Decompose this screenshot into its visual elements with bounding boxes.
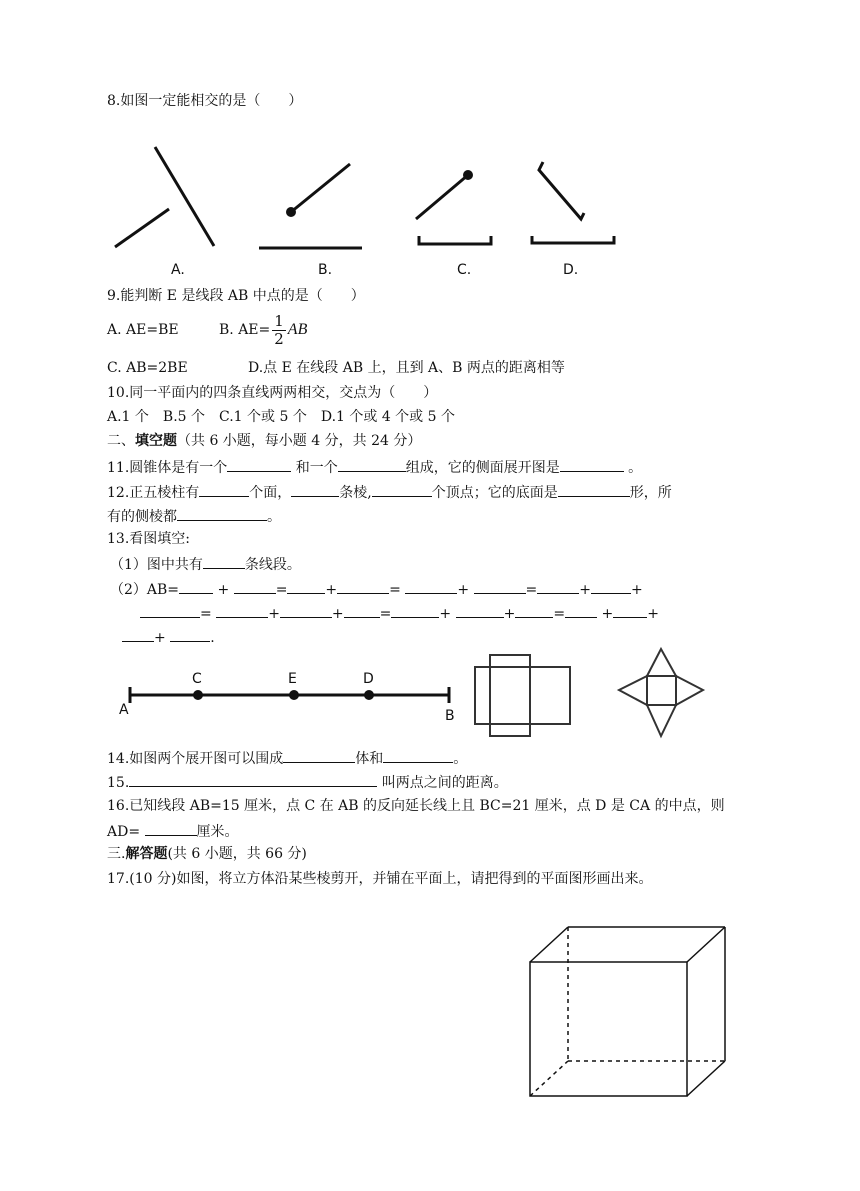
q11-text-1: 11.圆锥体是有一个 — [107, 460, 228, 476]
section3-title-pre: 三. — [107, 846, 126, 862]
q9-option-b-var: AB — [287, 321, 308, 338]
plus-sign: + — [457, 582, 470, 598]
q12-text-2: 个面， — [249, 485, 292, 501]
q14-text-2: 体和 — [355, 751, 384, 767]
cube-edge — [687, 1061, 725, 1096]
fraction-numerator: 1 — [274, 311, 284, 330]
q16-line-1: 16.已知线段 AB=15 厘米，点 C 在 AB 的反向延长线上且 BC=21 厘米，点 D 是 CA 的中点，则 — [107, 798, 725, 814]
section2-title-bold: 填空题 — [135, 433, 177, 449]
q17-stem: 17.(10 分)如图，将立方体沿某些棱剪开，并铺在平面上，请把得到的平面图形画出来。 — [107, 871, 653, 887]
q15-text-2: 叫两点之间的距离。 — [377, 775, 508, 791]
q8-option-b: B. — [318, 262, 333, 278]
q16-text-1: AD= — [107, 824, 145, 840]
label-c: C — [192, 671, 202, 687]
q13-stem: 13.看图填空: — [107, 531, 190, 547]
q13-sub1-text-2: 条线段。 — [244, 557, 301, 573]
equals-sign: = — [553, 606, 566, 622]
equals-sign: = — [525, 582, 538, 598]
plus-sign: + — [647, 606, 659, 622]
section2-title-post: （共 6 小题，每小题 4 分，共 24 分） — [177, 433, 422, 449]
q8-option-c: C. — [457, 262, 472, 278]
plus-sign: + — [631, 582, 643, 598]
q8-option-d: D. — [563, 262, 579, 278]
q11-text-3: 组成，它的侧面展开图是 — [405, 460, 560, 476]
cube-hidden-edges — [530, 927, 725, 1096]
section3-title-post: (共 6 小题，共 66 分) — [167, 846, 307, 862]
plus-sign: + — [331, 606, 344, 622]
label-e: E — [288, 671, 297, 687]
q11-text-4: 。 — [623, 460, 643, 476]
q8-stem: 8.如图一定能相交的是（ ） — [107, 93, 303, 109]
q16-text-2: 厘米。 — [196, 824, 239, 840]
label-d: D — [363, 671, 374, 687]
q8-option-a: A. — [171, 262, 185, 278]
plus-sign: + — [268, 606, 280, 622]
q12-text-6: 有的侧棱都 — [107, 509, 177, 525]
equals-sign: = — [275, 582, 288, 598]
plus-sign: + — [325, 582, 338, 598]
label-a: A — [119, 702, 129, 718]
q12-text-5: 形，所 — [629, 485, 672, 501]
section2-title-pre: 二、 — [107, 433, 135, 449]
plus-sign: + — [439, 606, 452, 622]
q9-option-a: A. AE=BE — [107, 322, 179, 338]
label-b: B — [445, 708, 455, 724]
q14-text-3: 。 — [453, 751, 468, 767]
q10-stem: 10.同一平面内的四条直线两两相交，交点为（ ） — [107, 385, 438, 401]
q13-sub2-prefix: （2）AB= — [110, 582, 180, 598]
cube-front-face — [530, 962, 687, 1096]
q12-text-1: 12.正五棱柱有 — [107, 485, 200, 501]
q9-option-d: D.点 E 在线段 AB 上，且到 A、B 两点的距离相等 — [248, 360, 565, 376]
q9-option-c: C. AB=2BE — [107, 360, 188, 376]
q12-text-3: 条棱, — [339, 485, 372, 501]
cube-edge — [687, 927, 725, 962]
equals-sign: = — [200, 606, 212, 622]
q10-options: A.1 个 B.5 个 C.1 个或 5 个 D.1 个或 4 个或 5 个 — [107, 409, 455, 425]
equals-sign: = — [379, 606, 392, 622]
period: . — [210, 630, 215, 646]
q9-option-b-prefix: B. AE= — [219, 322, 271, 338]
q13-sub1-text-1: （1）图中共有 — [110, 557, 203, 573]
plus-sign: + — [503, 606, 516, 622]
cube-edge — [530, 927, 568, 962]
q11-text-2: 和一个 — [291, 460, 338, 476]
q12-text-7: 。 — [267, 509, 281, 525]
q14-text-1: 14.如图两个展开图可以围成 — [107, 751, 284, 767]
plus-sign: + — [579, 582, 591, 598]
section3-title-bold: 解答题 — [125, 846, 168, 862]
plus-sign: + — [217, 582, 230, 598]
plus-sign: + — [601, 606, 614, 622]
q9-stem: 9.能判断 E 是线段 AB 中点的是（ ） — [107, 288, 365, 304]
fraction-denominator: 2 — [274, 329, 284, 348]
equals-sign: = — [389, 582, 401, 598]
q15-text-1: 15. — [107, 775, 130, 791]
plus-sign: + — [154, 630, 166, 646]
q12-text-4: 个顶点；它的底面是 — [431, 485, 558, 501]
